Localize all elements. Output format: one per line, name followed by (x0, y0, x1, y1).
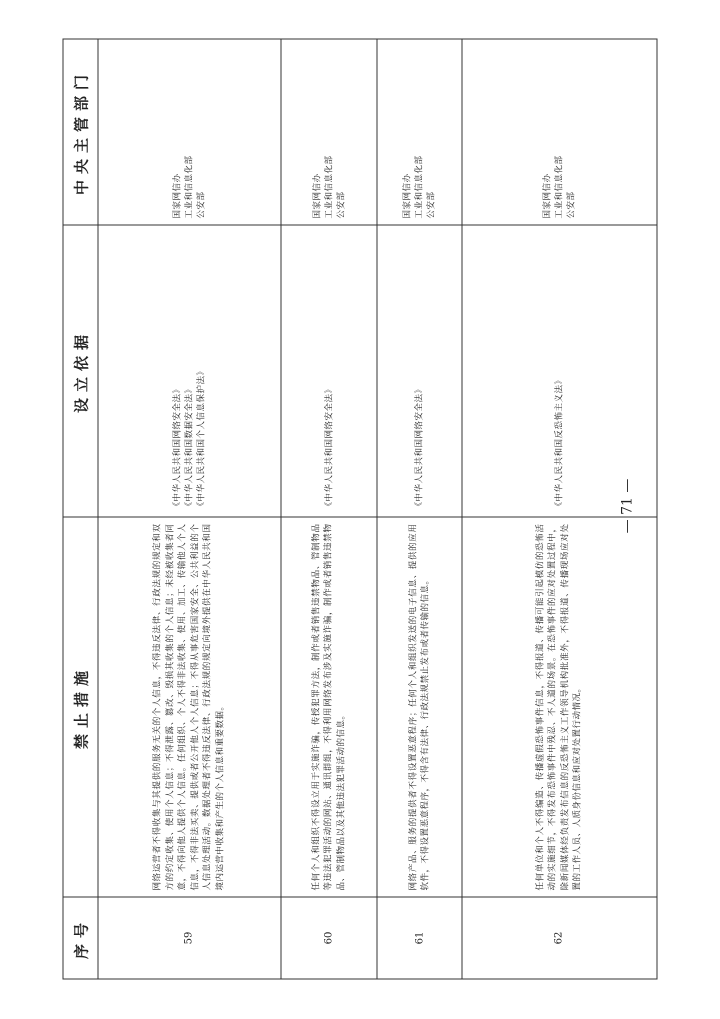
header-dept: 中央主管部门 (63, 39, 98, 225)
prohibition-table (63, 39, 658, 980)
row-basis (462, 225, 657, 517)
row-seq: 59 (98, 897, 281, 979)
table-header-row (63, 39, 98, 979)
row-basis (377, 225, 461, 517)
table-row (98, 39, 281, 979)
row-dept (98, 39, 281, 225)
row-measure: 网络运营者不得收集与其提供的服务无关的个人信息，不得违反法律、行政法规的规定和双方的约定收集、使用个人信息；不得泄露、篡改、毁损其收集的个人信息；未经被收集者同意，不得向他人提供个人信息。任何组织、个人不得非法收集、使用、加工、传输他人个人信息，不得非法买卖、提供或者公开他人个人信息；不得从事危害国家安全、公共利益的个人信息处理活动。数据处理者不得违反法律、行政法规的规定向境外提供在中华人民共和国境内运营中收集和产生的个人信息和重要数据。 (98, 517, 281, 897)
basis-line: 《中华人民共和国网络安全法》 (324, 384, 335, 511)
row-dept (377, 39, 461, 225)
header-basis: 设立依据 (63, 225, 98, 517)
dept-line: 国家网信办 (172, 173, 183, 219)
dept-line: 公安部 (196, 191, 207, 219)
row-basis (98, 225, 281, 517)
row-seq: 61 (377, 897, 461, 979)
basis-line: 《中华人民共和国网络安全法》 (414, 384, 425, 511)
dept-line: 公安部 (426, 191, 437, 219)
dept-line: 工业和信息化部 (554, 155, 565, 219)
header-measure: 禁止措施 (63, 517, 98, 897)
row-basis (281, 225, 378, 517)
dept-line: 工业和信息化部 (414, 155, 425, 219)
dept-line: 公安部 (336, 191, 347, 219)
dept-line: 国家网信办 (312, 173, 323, 219)
page-number: — 71 — (619, 478, 636, 534)
dept-line: 国家网信办 (402, 173, 413, 219)
basis-line: 《中华人民共和国个人信息保护法》 (196, 366, 207, 511)
table-row (281, 39, 378, 979)
basis-line: 《中华人民共和国数据安全法》 (184, 384, 195, 511)
header-seq: 序号 (63, 897, 98, 979)
basis-line: 《中华人民共和国网络安全法》 (172, 384, 183, 511)
dept-line: 国家网信办 (542, 173, 553, 219)
row-measure: 任何个人和组织不得设立用于实施诈骗，传授犯罪方法，制作或者销售违禁物品、管制物品等违法犯罪活动的网站、通讯群组，不得利用网络发布涉及实施诈骗，制作或者销售违禁物品、管制物品以及其他违法犯罪活动的信息。 (281, 517, 378, 897)
row-seq: 62 (462, 897, 657, 979)
table-row (377, 39, 461, 979)
row-measure: 网络产品、服务的提供者不得设置恶意程序；任何个人和组织发送的电子信息、提供的应用软件，不得设置恶意程序，不得含有法律、行政法规禁止发布或者传输的信息。 (377, 517, 461, 897)
dept-line: 工业和信息化部 (184, 155, 195, 219)
row-seq: 60 (281, 897, 378, 979)
dept-line: 公安部 (566, 191, 577, 219)
basis-line: 《中华人民共和国反恐怖主义法》 (554, 375, 565, 511)
row-measure: 任何单位和个人不得编造、传播虚假恐怖事件信息，不得报道、传播可能引起模仿的恐怖活动的实施细节，不得发布恐怖事件中残忍、不人道的场景。在恐怖事件的应对处置过程中，除新闻媒体经负责发布信息的反恐怖主义工作领导机构批准外，不得报道、传播现场应对处置的工作人员、人质身份信息和应对处置行动情况。 (462, 517, 657, 897)
row-dept (281, 39, 378, 225)
dept-line: 工业和信息化部 (324, 155, 335, 219)
row-dept (462, 39, 657, 225)
rotated-table-container (63, 40, 658, 980)
